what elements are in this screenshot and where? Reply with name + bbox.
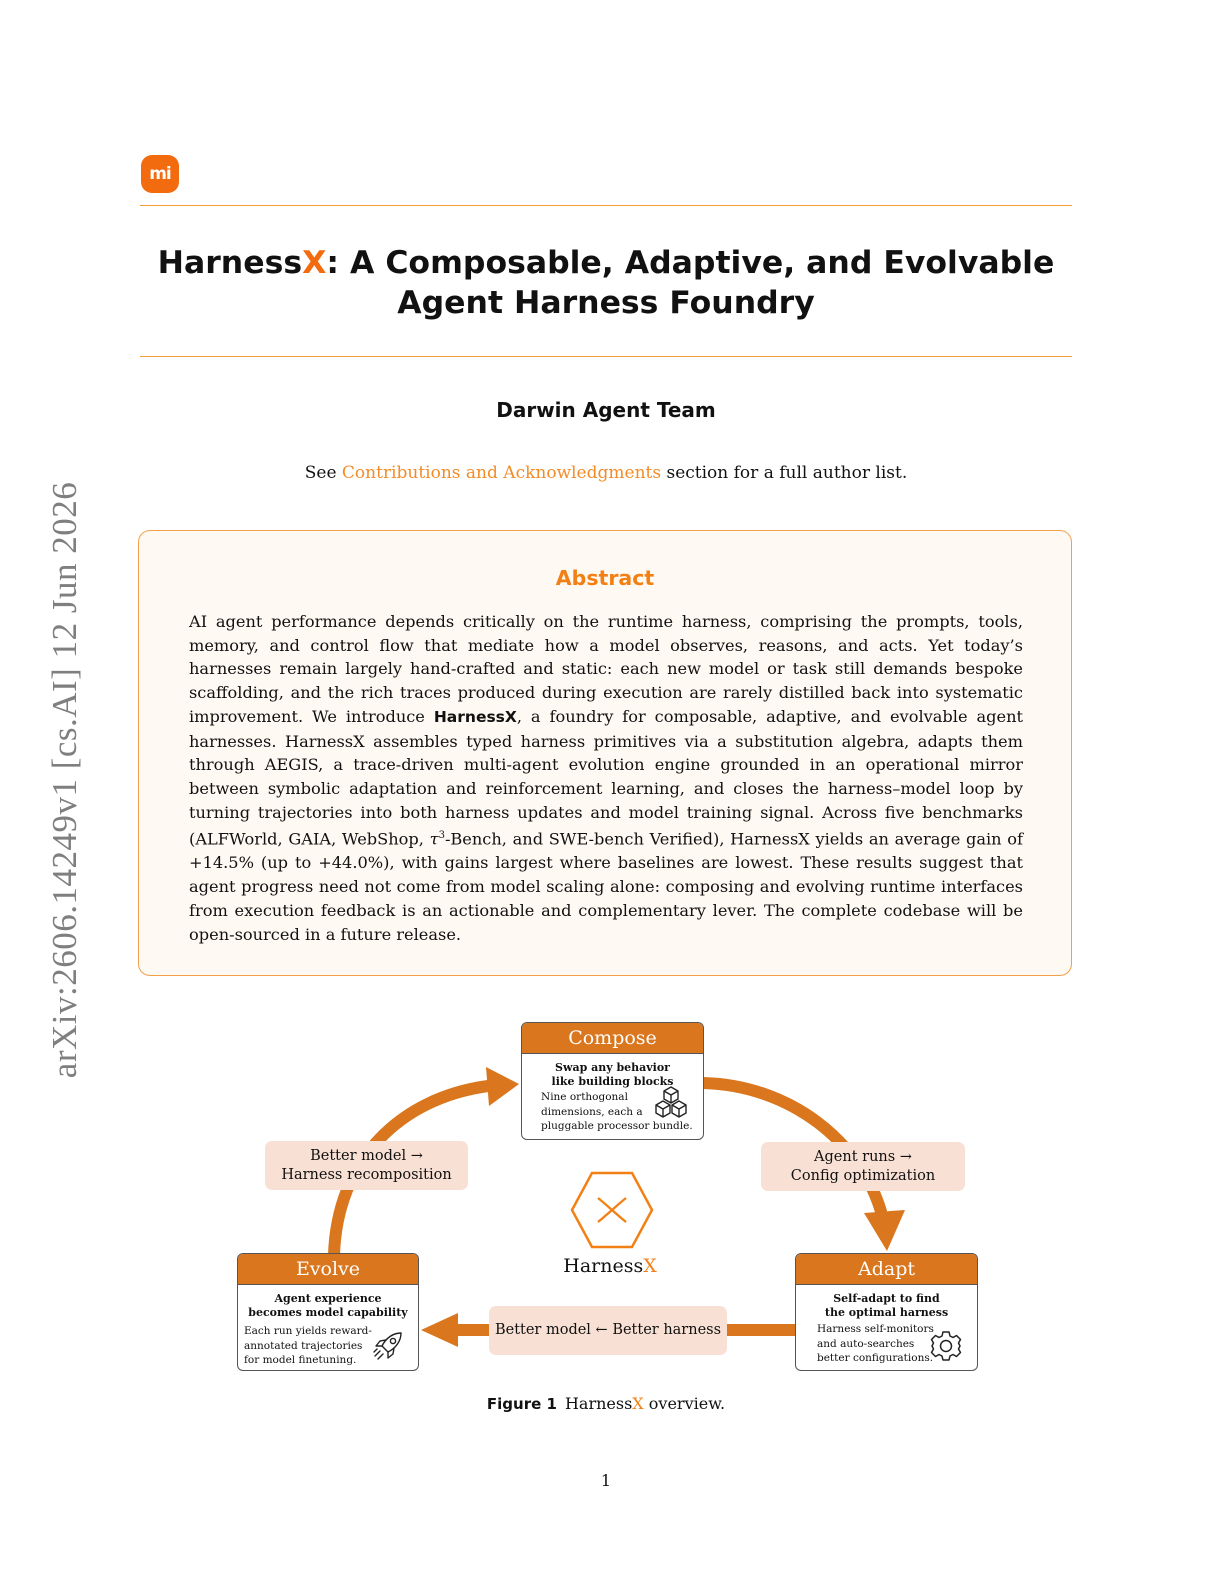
evolve-title: Evolve [238, 1254, 418, 1285]
compose-desc-1: Nine orthogonal [541, 1091, 628, 1103]
evolve-desc-3: for model finetuning. [244, 1354, 357, 1366]
center-highlight: X [643, 1255, 657, 1277]
pill-right-line1: Agent runs → [814, 1148, 912, 1165]
evolve-subtitle [238, 1292, 418, 1320]
compose-subtitle-2: like building blocks [551, 1075, 674, 1088]
pill-better-harness [489, 1306, 727, 1355]
adapt-desc-3: better configurations. [817, 1352, 934, 1364]
compose-desc-2: dimensions, each a [541, 1105, 643, 1118]
arrow-head-evolve [421, 1313, 458, 1347]
abstract-tau-sup: 3 [438, 830, 445, 842]
evolve-subtitle-2: becomes model capability [248, 1306, 408, 1319]
adapt-desc-1: Harness self-monitors [817, 1323, 934, 1335]
compose-card [521, 1022, 704, 1140]
adapt-card [795, 1253, 978, 1371]
pill-left-line1: Better model → [310, 1147, 423, 1164]
title-highlight: X [302, 245, 327, 281]
brand-logo: mi [141, 155, 179, 193]
center-prefix: Harness [563, 1255, 644, 1277]
abstract-name: HarnessX [433, 707, 517, 726]
adapt-title: Adapt [796, 1254, 977, 1285]
pill-config-optimization [761, 1142, 965, 1191]
compose-title: Compose [522, 1023, 703, 1054]
gear-icon [929, 1329, 963, 1363]
figure-caption [140, 1394, 1072, 1413]
page-number: 1 [600, 1471, 612, 1490]
adapt-desc-2: and auto-searches [817, 1337, 915, 1350]
author-note-after: section for a full author list. [661, 463, 908, 483]
caption-highlight: X [632, 1394, 644, 1413]
evolve-desc-1: Each run yields reward- [244, 1325, 372, 1337]
title-prefix: Harness [157, 245, 303, 281]
arxiv-stamp: arXiv:2606.14249v1 [cs.AI] 12 Jun 2026 [45, 481, 84, 1079]
pill-right-line2: Config optimization [790, 1167, 936, 1184]
arrow-head-adapt [864, 1210, 905, 1251]
pill-harness-recomposition [265, 1141, 468, 1190]
title-rest-line1: : A Composable, Adaptive, and Evolvable [326, 245, 1055, 281]
compose-desc-3: pluggable processor bundle. [541, 1120, 693, 1132]
adapt-subtitle [796, 1292, 977, 1320]
title-line2: Agent Harness Foundry [397, 285, 815, 321]
adapt-subtitle-2: the optimal harness [824, 1306, 949, 1319]
abstract-heading: Abstract [555, 566, 655, 590]
evolve-card [237, 1253, 419, 1371]
caption-rest: overview. [643, 1394, 726, 1413]
evolve-desc-2: annotated trajectories [244, 1339, 363, 1352]
author-note-before: See [304, 463, 342, 483]
harnessx-center-label [540, 1255, 680, 1277]
arrow-head-compose [486, 1067, 519, 1106]
pill-left-line2: Harness recomposition [281, 1166, 452, 1183]
rocket-icon [371, 1329, 405, 1363]
evolve-subtitle-1: Agent experience [274, 1292, 382, 1305]
abstract-part2: , a foundry for composable, adaptive, and evolvable agent harnesses. HarnessX assembles typed harness primitives via a substitution algebra, adapts them through AEGIS, a trace-driven multi-agent evolution engine grounded in an operational mirror between symbolic adaptation and reinforcement learning, and closes the harness–model loop by turning trajectories into both harness updates and model training signal. Across five benchmarks (ALFWorld, GAIA, WebShop, [189, 706, 1023, 849]
caption-prefix: Harness [564, 1394, 633, 1413]
abstract-part3: -Bench, and SWE-bench Verified), HarnessX yields an average gain of +14.5% (up to +44.0%), with gains largest where baselines are lowest. These results suggest that agent progress need not come from model scaling alone: composing and evolving runtime interfaces from execution feedback is an actionable and complementary lever. The complete codebase will be open-sourced in a future release. [189, 829, 1024, 944]
pill-bottom-text: Better model ← Better harness [494, 1322, 722, 1338]
abstract-part1: AI agent performance depends critically on the runtime harness, comprising the prompts, tools, memory, and control flow that mediate how a model observes, reasons, and acts. Yet today’s harnesses remain largely hand-crafted and static: each new model or task still demands bespoke scaffolding, and the rich traces produced during execution are rarely distilled back into systematic improvement. We introduce [189, 612, 1023, 726]
contributions-link[interactable]: Contributions and Acknowledgments [341, 463, 662, 483]
caption-label: Figure 1 [486, 1395, 557, 1413]
compose-subtitle-1: Swap any behavior [555, 1061, 670, 1074]
abstract-tau: τ [429, 829, 439, 849]
adapt-subtitle-1: Self-adapt to find [833, 1292, 940, 1305]
author-team: Darwin Agent Team [496, 398, 716, 422]
adapt-description [817, 1322, 934, 1366]
cubes-icon [653, 1085, 689, 1119]
evolve-description [244, 1324, 372, 1368]
